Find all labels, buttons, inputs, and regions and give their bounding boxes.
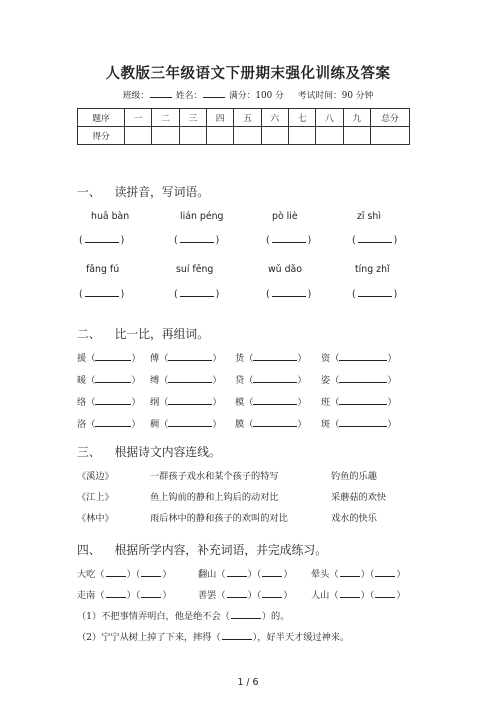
header-cell: 题序 (78, 109, 125, 127)
section-number: 一、 (77, 185, 101, 199)
score-cell[interactable] (316, 127, 343, 145)
word-blank[interactable] (339, 374, 387, 383)
section-number: 四、 (77, 543, 101, 557)
header-cell: 二 (152, 109, 179, 127)
answer-blank[interactable]: ( ) (352, 235, 398, 246)
section-number: 三、 (77, 445, 101, 459)
poem-title[interactable]: 《江上》 (77, 492, 114, 503)
idiom-fill: 大吃（ ）（ ） (77, 569, 172, 580)
exam-time: 考试时间：90 分钟 (297, 91, 374, 101)
idiom-blank[interactable] (106, 568, 126, 577)
answer-blank[interactable]: ( ) (174, 289, 220, 300)
idiom-fill: 人山（ ）（ ） (311, 590, 406, 601)
word-row: 洛（ ） (77, 419, 141, 430)
q1-prefix: （1）不把事情弄明白，他是绝不会（ (77, 611, 230, 622)
q1-blank[interactable] (231, 610, 261, 619)
word-blank[interactable] (95, 418, 131, 427)
word-blank[interactable] (168, 374, 212, 383)
pinyin: fǎng fú (86, 264, 120, 275)
score-cell[interactable] (179, 127, 206, 145)
question-2 (77, 629, 349, 643)
section-4-heading (77, 541, 327, 558)
header-cell: 七 (288, 109, 315, 127)
idiom-blank[interactable] (141, 568, 161, 577)
pinyin: suí fēng (176, 264, 214, 275)
question-1 (77, 608, 289, 622)
score-cell[interactable] (206, 127, 233, 145)
word-blank[interactable] (253, 352, 297, 361)
idiom-blank[interactable] (106, 589, 126, 598)
answer-blank[interactable]: ( ) (79, 289, 125, 300)
class-label: 班级： (122, 91, 150, 101)
name-label: 姓名： (175, 91, 203, 101)
word-blank[interactable] (168, 352, 212, 361)
word-blank[interactable] (168, 396, 212, 405)
poem-theme[interactable]: 钓鱼的乐趣 (331, 471, 377, 482)
section-1-heading (77, 183, 209, 200)
char: 班 (321, 397, 331, 408)
header-cell: 九 (343, 109, 370, 127)
word-row: 援（ ） (77, 353, 141, 364)
idiom-blank[interactable] (375, 568, 395, 577)
score-cell[interactable] (288, 127, 315, 145)
idiom-fill: 善罢（ ）（ ） (198, 590, 293, 601)
word-blank[interactable] (168, 418, 212, 427)
char: 络 (77, 397, 87, 408)
poem-description[interactable]: 雨后林中的静和孩子的欢叫的对比 (150, 513, 288, 524)
char: 稠 (150, 419, 160, 430)
section-title: 读拼音，写词语。 (114, 185, 209, 199)
score-cell[interactable] (371, 127, 410, 145)
word-row: 班（ ） (321, 397, 397, 408)
idiom-blank[interactable] (262, 589, 282, 598)
word-row: 斑（ ） (321, 419, 397, 430)
header-cell: 总分 (371, 109, 410, 127)
word-blank[interactable] (95, 396, 131, 405)
q2-suffix: ），好半天才缓过神来。 (252, 632, 350, 643)
pinyin: wǔ dǎo (268, 264, 303, 275)
idiom-start: 翻山 (198, 569, 217, 580)
word-row: 货（ ） (235, 353, 307, 364)
header-cell: 三 (179, 109, 206, 127)
char: 膜 (235, 419, 245, 430)
word-blank[interactable] (253, 418, 297, 427)
poem-theme[interactable]: 戏水的快乐 (331, 513, 377, 524)
poem-description[interactable]: 鱼上钩前的静和上钩后的动对比 (150, 492, 279, 503)
char: 资 (321, 353, 331, 364)
idiom-start: 善罢 (198, 590, 217, 601)
idiom-blank[interactable] (375, 589, 395, 598)
word-row: 纲（ ） (150, 397, 222, 408)
idiom-start: 晕头 (311, 569, 330, 580)
score-header-row (78, 109, 410, 127)
header-cell: 一 (125, 109, 152, 127)
idiom-blank[interactable] (141, 589, 161, 598)
section-2-heading (77, 325, 209, 342)
page-number: 1 / 6 (237, 677, 259, 688)
poem-title[interactable]: 《溪边》 (77, 471, 114, 482)
char: 贷 (235, 375, 245, 386)
idiom-blank[interactable] (227, 568, 247, 577)
q2-blank[interactable] (222, 631, 252, 640)
idiom-start: 走南 (77, 590, 96, 601)
word-blank[interactable] (339, 418, 387, 427)
poem-theme[interactable]: 采蘑菇的欢快 (331, 492, 387, 503)
pinyin: pò liè (272, 211, 298, 222)
word-row: 稠（ ） (150, 419, 222, 430)
word-blank[interactable] (95, 374, 131, 383)
idiom-blank[interactable] (340, 568, 360, 577)
score-cell[interactable] (152, 127, 179, 145)
section-number: 二、 (77, 327, 101, 341)
header-cell: 五 (234, 109, 261, 127)
header-cell: 八 (316, 109, 343, 127)
answer-blank[interactable]: ( ) (352, 289, 398, 300)
word-row: 姿（ ） (321, 375, 397, 386)
section-title: 根据所学内容，补充词语，并完成练习。 (114, 543, 327, 557)
score-row (78, 127, 410, 145)
section-title: 根据诗文内容连线。 (114, 445, 221, 459)
name-blank[interactable] (203, 89, 225, 98)
word-blank[interactable] (253, 374, 297, 383)
answer-blank[interactable]: ( ) (266, 289, 312, 300)
answer-blank[interactable]: ( ) (266, 235, 312, 246)
score-cell[interactable] (234, 127, 261, 145)
q1-suffix: ）的。 (261, 611, 290, 622)
idiom-start: 大吃 (77, 569, 96, 580)
score-cell[interactable] (343, 127, 370, 145)
answer-blank[interactable]: ( ) (174, 235, 220, 246)
pinyin: tíng zhǐ (355, 264, 390, 275)
full-score: 满分：100 分 (229, 91, 284, 101)
idiom-fill: 走南（ ）（ ） (77, 590, 172, 601)
word-row: 络（ ） (77, 397, 141, 408)
char: 傅 (150, 353, 160, 364)
char: 暖 (77, 375, 87, 386)
answer-blank[interactable]: ( ) (79, 235, 125, 246)
char: 缚 (150, 375, 160, 386)
idiom-blank[interactable] (262, 568, 282, 577)
char: 援 (77, 353, 87, 364)
word-blank[interactable] (339, 396, 387, 405)
char: 洛 (77, 419, 87, 430)
word-row: 暖（ ） (77, 375, 141, 386)
poem-title[interactable]: 《林中》 (77, 513, 114, 524)
idiom-fill: 晕头（ ）（ ） (311, 569, 406, 580)
section-3-heading (77, 443, 221, 460)
header-cell: 六 (261, 109, 288, 127)
word-row: 模（ ） (235, 397, 307, 408)
word-row: 傅（ ） (150, 353, 222, 364)
char: 货 (235, 353, 245, 364)
pinyin: huā bàn (91, 211, 130, 222)
char: 纲 (150, 397, 160, 408)
section-title: 比一比，再组词。 (114, 327, 209, 341)
score-cell[interactable] (261, 127, 288, 145)
idiom-start: 人山 (311, 590, 330, 601)
idiom-blank[interactable] (227, 589, 247, 598)
word-row: 膜（ ） (235, 419, 307, 430)
score-table (77, 108, 410, 145)
exam-info (0, 88, 496, 101)
word-blank[interactable] (95, 352, 131, 361)
char: 姿 (321, 375, 331, 386)
idiom-blank[interactable] (340, 589, 360, 598)
class-blank[interactable] (150, 89, 172, 98)
word-row: 资（ ） (321, 353, 397, 364)
score-row-label: 得分 (78, 127, 125, 145)
word-blank[interactable] (253, 396, 297, 405)
pinyin: lián péng (180, 211, 224, 222)
word-row: 贷（ ） (235, 375, 307, 386)
char: 模 (235, 397, 245, 408)
idiom-fill: 翻山（ ）（ ） (198, 569, 293, 580)
page-title: 人教版三年级语文下册期末强化训练及答案 (105, 65, 391, 82)
word-blank[interactable] (339, 352, 387, 361)
char: 斑 (321, 419, 331, 430)
poem-description[interactable]: 一群孩子戏水和某个孩子的特写 (150, 471, 279, 482)
word-row: 缚（ ） (150, 375, 222, 386)
score-cell[interactable] (125, 127, 152, 145)
header-cell: 四 (206, 109, 233, 127)
q2-prefix: （2）宁宁从树上掉了下来，摔得（ (77, 632, 221, 643)
pinyin: zī shì (357, 211, 381, 222)
